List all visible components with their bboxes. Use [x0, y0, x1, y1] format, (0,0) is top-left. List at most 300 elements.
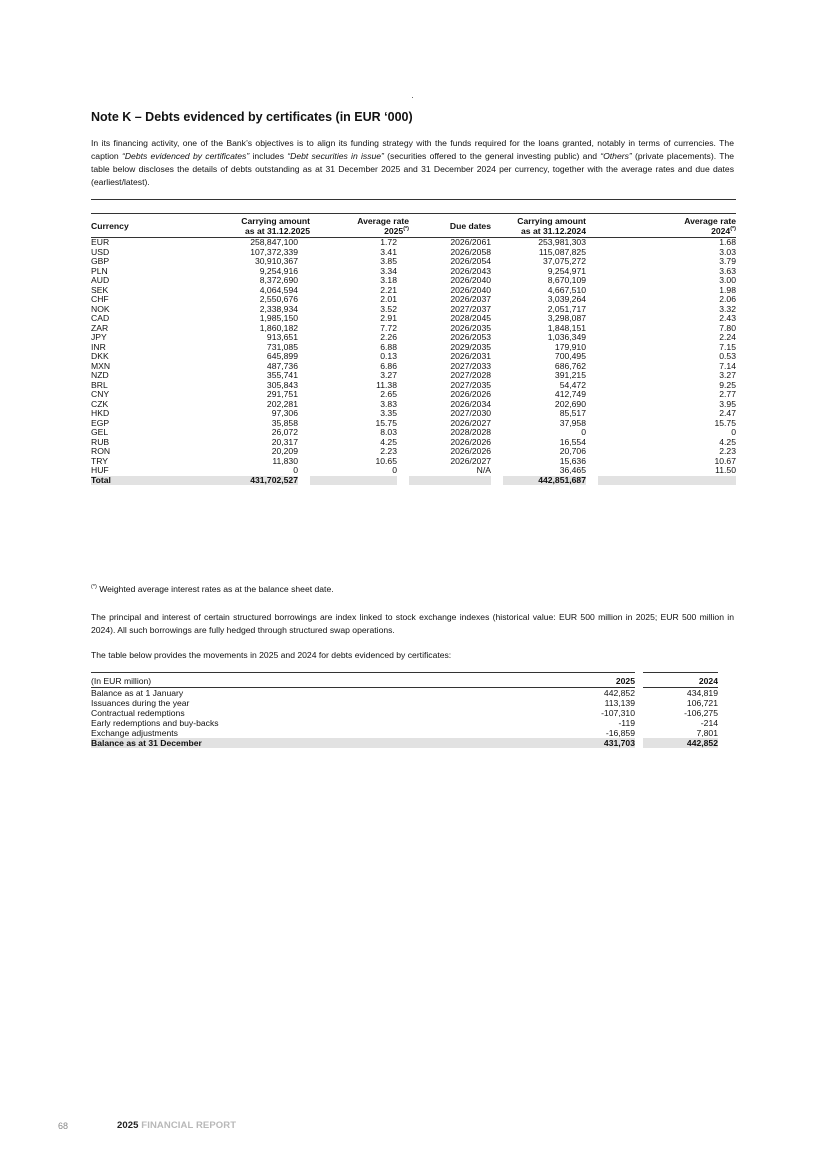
cell-gap — [586, 248, 598, 258]
cell-currency: CHF — [91, 294, 109, 304]
cell-due-dates: 2026/2026 — [450, 436, 491, 447]
cell-gap — [298, 267, 310, 277]
page-number: 68 — [58, 1121, 69, 1131]
movements-header-2024: 2024 — [643, 673, 718, 688]
cell-due-dates: 2026/2058 — [450, 246, 491, 257]
cell-currency: CAD — [91, 313, 110, 323]
cell-carrying-2025: 645,899 — [266, 351, 298, 361]
cell-gap — [586, 267, 598, 277]
cell-currency: NZD — [91, 370, 109, 380]
table-row — [91, 248, 736, 258]
table-row — [91, 343, 736, 353]
movements-total-row — [91, 738, 718, 748]
total-rate-2025 — [310, 476, 397, 486]
cell-gap — [635, 728, 643, 738]
header-carrying-2024: Carrying amount as at 31.12.2024 — [491, 214, 586, 238]
cell-gap — [586, 438, 598, 448]
cell-gap — [298, 343, 310, 353]
movement-row — [91, 728, 718, 738]
movement-2024: -106,275 — [684, 708, 718, 718]
cell-gap — [586, 381, 598, 391]
cell-gap — [298, 409, 310, 419]
cell-gap — [491, 314, 503, 324]
cell-gap — [586, 409, 598, 419]
cell-gap — [491, 267, 503, 277]
cell-due-dates: 2026/2043 — [450, 265, 491, 276]
movement-row — [91, 688, 718, 699]
total-label: Total — [91, 476, 204, 486]
movements-header-row — [91, 673, 718, 688]
cell-gap — [298, 466, 310, 476]
cell-gap — [586, 352, 598, 362]
cell-due-dates: 2026/2027 — [450, 417, 491, 428]
cell-due-dates: 2026/2026 — [450, 446, 491, 456]
cell-gap — [491, 238, 503, 248]
cell-rate-2024: 1.98 — [719, 284, 736, 295]
cell-gap — [298, 333, 310, 343]
cell-carrying-2024: 37,075,272 — [542, 256, 586, 266]
cell-gap — [586, 466, 598, 476]
total-carrying-2025: 431,702,527 — [204, 476, 298, 486]
movements-header-label: (In EUR million) — [91, 673, 560, 688]
cell-gap — [298, 276, 310, 286]
cell-gap — [491, 371, 503, 381]
cell-carrying-2025: 20,317 — [271, 436, 298, 447]
movement-row — [91, 718, 718, 728]
cell-rate-2024: 2.77 — [719, 389, 736, 399]
table-row — [91, 400, 736, 410]
cell-carrying-2025: 35,858 — [271, 417, 298, 428]
cell-gap — [635, 708, 643, 718]
report-footer: 2025 FINANCIAL REPORT — [117, 1120, 237, 1131]
cell-carrying-2024: 54,472 — [559, 379, 586, 390]
cell-carrying-2025: 20,209 — [271, 446, 298, 456]
cell-rate-2024: 2.43 — [719, 313, 736, 323]
cell-currency: GEL — [91, 427, 109, 437]
cell-rate-2025: 6.88 — [380, 341, 397, 352]
cell-rate-2025: 3.41 — [380, 246, 397, 257]
cell-currency: BRL — [91, 379, 108, 390]
cell-gap — [397, 286, 409, 296]
cell-gap — [635, 718, 643, 728]
cell-currency: PLN — [91, 265, 108, 276]
cell-gap — [586, 286, 598, 296]
cell-carrying-2024: 700,495 — [554, 351, 586, 361]
footnote: (*) Weighted average interest rates as at the balance sheet date. — [91, 584, 334, 594]
table-row — [91, 257, 736, 267]
movement-label: Exchange adjustments — [91, 728, 178, 738]
cell-rate-2024: 3.27 — [719, 370, 736, 380]
cell-rate-2024: 7.14 — [719, 360, 736, 371]
cell-gap — [586, 257, 598, 267]
table-row — [91, 447, 736, 457]
table-row — [91, 438, 736, 448]
cell-carrying-2025: 97,306 — [271, 408, 298, 418]
table-row — [91, 324, 736, 334]
cell-carrying-2025: 2,338,934 — [259, 303, 298, 314]
cell-gap — [397, 447, 409, 457]
cell-gap — [397, 438, 409, 448]
cell-gap — [491, 286, 503, 296]
cell-gap — [491, 466, 503, 476]
cell-gap — [298, 390, 310, 400]
cell-rate-2024: 0 — [731, 427, 736, 437]
cell-gap — [397, 381, 409, 391]
cell-carrying-2025: 9,254,916 — [259, 265, 298, 276]
cell-gap — [586, 314, 598, 324]
cell-carrying-2024: 0 — [581, 427, 586, 437]
cell-rate-2025: 2.91 — [380, 313, 397, 323]
cell-due-dates: 2029/2035 — [450, 341, 491, 352]
cell-due-dates: 2026/2027 — [450, 455, 491, 466]
table-row — [91, 295, 736, 305]
header-rate-2025: Average rate 2025(*) — [310, 214, 409, 238]
table-row — [91, 352, 736, 362]
cell-currency: ZAR — [91, 322, 109, 333]
page-title: Note K – Debts evidenced by certificates (in EUR ‘000) — [91, 110, 413, 124]
cell-carrying-2025: 202,281 — [266, 398, 298, 409]
table-header-row — [91, 214, 736, 238]
cell-rate-2025: 11.38 — [376, 379, 397, 390]
cell-gap — [397, 371, 409, 381]
movements-total-label: Balance as at 31 December — [91, 738, 560, 748]
cell-gap — [491, 248, 503, 258]
cell-gap — [491, 409, 503, 419]
cell-rate-2025: 1.72 — [380, 237, 397, 247]
cell-gap — [586, 476, 598, 486]
cell-gap — [397, 362, 409, 372]
header-carrying-2025: Carrying amount as at 31.12.2025 — [204, 214, 310, 238]
cell-currency: TRY — [91, 455, 109, 466]
cell-rate-2025: 3.52 — [380, 303, 397, 314]
header-currency: Currency — [91, 214, 204, 238]
cell-gap — [491, 343, 503, 353]
cell-currency: RON — [91, 446, 111, 456]
cell-gap — [397, 428, 409, 438]
cell-carrying-2024: 1,848,151 — [547, 322, 586, 333]
cell-gap — [298, 324, 310, 334]
table-row — [91, 371, 736, 381]
table-row — [91, 466, 736, 476]
cell-rate-2025: 3.18 — [380, 275, 397, 285]
cell-rate-2025: 6.86 — [380, 360, 397, 371]
cell-rate-2025: 10.65 — [375, 455, 397, 466]
cell-gap — [586, 447, 598, 457]
cell-gap — [586, 333, 598, 343]
cell-gap — [491, 333, 503, 343]
cell-gap — [491, 428, 503, 438]
cell-gap — [491, 305, 503, 315]
movements-total-2025: 431,703 — [560, 738, 635, 748]
cell-gap — [298, 352, 310, 362]
movement-2024: 7,801 — [696, 728, 718, 738]
cell-gap — [586, 390, 598, 400]
cell-rate-2024: 3.63 — [719, 265, 736, 276]
cell-currency: EGP — [91, 417, 110, 428]
cell-gap — [491, 295, 503, 305]
cell-gap — [298, 419, 310, 429]
movement-2025: 442,852 — [603, 688, 635, 698]
movement-label: Contractual redemptions — [91, 708, 185, 718]
cell-gap — [491, 324, 503, 334]
cell-gap — [397, 333, 409, 343]
table-row — [91, 238, 736, 248]
cell-carrying-2024: 85,517 — [559, 408, 586, 418]
header-due-dates: Due dates — [409, 214, 491, 238]
movements-total-2024: 442,852 — [643, 738, 718, 748]
cell-carrying-2024: 115,087,825 — [538, 246, 586, 257]
total-rate-2024 — [598, 476, 736, 486]
cell-gap — [397, 305, 409, 315]
cell-carrying-2025: 291,751 — [266, 389, 298, 399]
table-row — [91, 333, 736, 343]
cell-currency: NOK — [91, 303, 110, 314]
cell-currency: EUR — [91, 237, 110, 247]
cell-rate-2024: 4.25 — [719, 436, 736, 447]
cell-gap — [298, 257, 310, 267]
table-row — [91, 390, 736, 400]
cell-rate-2024: 3.32 — [719, 303, 736, 314]
cell-gap — [586, 428, 598, 438]
movement-row — [91, 698, 718, 708]
cell-due-dates: 2027/2037 — [450, 303, 491, 314]
cell-gap — [586, 371, 598, 381]
cell-rate-2024: 2.47 — [719, 408, 736, 418]
cell-carrying-2025: 305,843 — [266, 379, 298, 390]
cell-rate-2024: 3.03 — [719, 246, 736, 257]
cell-gap — [491, 400, 503, 410]
movement-2025: -16,859 — [605, 728, 635, 738]
cell-gap — [397, 400, 409, 410]
cell-rate-2024: 11.50 — [715, 465, 736, 475]
table-row — [91, 305, 736, 315]
cell-carrying-2024: 686,762 — [554, 360, 586, 371]
cell-currency: DKK — [91, 351, 109, 361]
movement-row — [91, 708, 718, 718]
cell-rate-2024: 15.75 — [714, 417, 736, 428]
cell-rate-2025: 4.25 — [380, 436, 397, 447]
cell-rate-2024: 9.25 — [719, 379, 736, 390]
movements-table — [91, 672, 718, 748]
cell-gap — [298, 381, 310, 391]
cell-gap — [298, 371, 310, 381]
cell-rate-2025: 3.83 — [380, 398, 397, 409]
cell-gap — [298, 476, 310, 486]
cell-carrying-2024: 36,465 — [559, 465, 586, 475]
movement-2025: 113,139 — [604, 698, 635, 708]
cell-gap — [491, 257, 503, 267]
cell-gap — [586, 295, 598, 305]
movement-2024: 106,721 — [686, 698, 718, 708]
cell-rate-2025: 3.85 — [380, 256, 397, 266]
cell-rate-2024: 2.24 — [719, 332, 736, 342]
movement-label: Balance as at 1 January — [91, 688, 184, 698]
cell-gap — [298, 314, 310, 324]
total-row — [91, 476, 736, 486]
cell-carrying-2024: 2,051,717 — [547, 303, 586, 314]
cell-due-dates: 2026/2040 — [450, 284, 491, 295]
cell-carrying-2024: 179,910 — [554, 341, 586, 352]
cell-gap — [586, 238, 598, 248]
movement-2024: 434,819 — [686, 688, 718, 698]
cell-due-dates: 2027/2033 — [450, 360, 491, 371]
cell-gap — [397, 314, 409, 324]
cell-rate-2025: 7.72 — [380, 322, 397, 333]
cell-rate-2025: 15.75 — [375, 417, 397, 428]
cell-rate-2025: 3.34 — [380, 265, 397, 276]
cell-due-dates: 2026/2034 — [450, 398, 491, 409]
table-row — [91, 428, 736, 438]
cell-currency: GBP — [91, 256, 110, 266]
cell-carrying-2025: 11,830 — [272, 455, 298, 466]
cell-currency: AUD — [91, 275, 110, 285]
cell-gap — [298, 447, 310, 457]
cell-carrying-2024: 4,667,510 — [547, 284, 586, 295]
cell-currency: CZK — [91, 398, 109, 409]
movement-2025: -107,310 — [601, 708, 635, 718]
cell-rate-2025: 2.23 — [380, 446, 397, 456]
cell-gap — [635, 738, 643, 748]
cell-rate-2024: 10.67 — [714, 455, 736, 466]
cell-gap — [298, 438, 310, 448]
table-row — [91, 457, 736, 467]
cell-gap — [491, 457, 503, 467]
cell-gap — [491, 438, 503, 448]
intro-paragraph: In its financing activity, one of the Bank’s objectives is to align its funding strategy with the funds required for the loans granted, notably in terms of currencies. The caption “Debts evidenced by certificates” includes “Debt securities in issue” (securities offered to the general investing public) and “Others” (private placements). The table below discloses the details of debts outstanding as at 31 December 2025 and 31 December 2024 per currency, together with the average rates and due dates (earliest/latest). — [91, 138, 735, 187]
cell-due-dates: 2026/2054 — [450, 256, 491, 266]
decorative-dot — [412, 97, 413, 98]
cell-gap — [298, 362, 310, 372]
cell-gap — [491, 381, 503, 391]
cell-rate-2025: 0 — [392, 465, 397, 475]
cell-gap — [586, 419, 598, 429]
cell-gap — [397, 390, 409, 400]
cell-gap — [586, 457, 598, 467]
cell-carrying-2024: 412,749 — [554, 389, 586, 399]
cell-carrying-2025: 1,985,150 — [259, 313, 298, 323]
cell-gap — [491, 352, 503, 362]
cell-carrying-2025: 913,651 — [266, 332, 298, 342]
cell-carrying-2024: 3,298,087 — [547, 313, 586, 323]
cell-gap — [491, 276, 503, 286]
cell-gap — [586, 305, 598, 315]
total-carrying-2024: 442,851,687 — [503, 476, 586, 486]
cell-rate-2024: 2.06 — [719, 294, 736, 304]
cell-gap — [298, 238, 310, 248]
cell-carrying-2025: 8,372,690 — [259, 275, 298, 285]
cell-rate-2025: 3.27 — [380, 370, 397, 380]
cell-gap — [491, 476, 503, 486]
cell-carrying-2025: 487,736 — [266, 360, 298, 371]
cell-gap — [397, 457, 409, 467]
cell-gap — [586, 343, 598, 353]
cell-due-dates: 2028/2028 — [450, 427, 491, 437]
cell-gap — [397, 238, 409, 248]
cell-carrying-2025: 26,072 — [271, 427, 298, 437]
cell-rate-2025: 2.01 — [380, 294, 397, 304]
cell-rate-2025: 8.03 — [380, 427, 397, 437]
cell-gap — [586, 324, 598, 334]
movement-2024: -214 — [700, 718, 718, 728]
cell-gap — [298, 286, 310, 296]
cell-gap — [491, 390, 503, 400]
cell-rate-2024: 2.23 — [719, 446, 736, 456]
table-row — [91, 419, 736, 429]
cell-carrying-2024: 391,215 — [554, 370, 586, 380]
cell-gap — [397, 276, 409, 286]
cell-due-dates: 2027/2030 — [450, 408, 491, 418]
cell-gap — [397, 352, 409, 362]
cell-carrying-2024: 8,670,109 — [547, 275, 586, 285]
cell-due-dates: 2026/2053 — [450, 332, 491, 342]
table-row — [91, 381, 736, 391]
cell-due-dates: 2026/2040 — [450, 275, 491, 285]
cell-due-dates: 2026/2061 — [450, 237, 491, 247]
cell-carrying-2024: 3,039,264 — [547, 294, 586, 304]
cell-gap — [397, 248, 409, 258]
cell-rate-2024: 7.15 — [719, 341, 736, 352]
cell-gap — [491, 419, 503, 429]
debts-by-currency-table — [91, 199, 736, 485]
cell-rate-2024: 3.00 — [719, 275, 736, 285]
cell-carrying-2025: 107,372,339 — [250, 246, 298, 257]
cell-due-dates: 2026/2035 — [450, 322, 491, 333]
cell-carrying-2024: 16,554 — [559, 436, 586, 447]
cell-rate-2024: 7.80 — [719, 322, 736, 333]
cell-rate-2024: 1.68 — [719, 237, 736, 247]
table-row — [91, 276, 736, 286]
cell-gap — [298, 305, 310, 315]
cell-currency: HKD — [91, 408, 110, 418]
cell-rate-2024: 3.79 — [719, 256, 736, 266]
cell-carrying-2025: 258,847,100 — [250, 237, 298, 247]
cell-currency: HUF — [91, 465, 109, 475]
cell-carrying-2025: 1,860,182 — [259, 322, 298, 333]
cell-rate-2025: 0.13 — [380, 351, 397, 361]
cell-gap — [298, 248, 310, 258]
table-row — [91, 267, 736, 277]
cell-carrying-2025: 4,064,594 — [259, 284, 298, 295]
cell-gap — [298, 428, 310, 438]
cell-currency: USD — [91, 246, 110, 257]
cell-carrying-2024: 253,981,303 — [538, 237, 586, 247]
cell-due-dates: 2027/2035 — [450, 379, 491, 390]
cell-gap — [397, 267, 409, 277]
cell-gap — [491, 362, 503, 372]
cell-gap — [586, 400, 598, 410]
cell-gap — [397, 257, 409, 267]
cell-gap — [397, 476, 409, 486]
cell-rate-2025: 2.21 — [380, 284, 397, 295]
cell-due-dates: 2026/2026 — [450, 389, 491, 399]
cell-gap — [397, 295, 409, 305]
cell-due-dates: N/A — [476, 465, 491, 475]
movement-label: Early redemptions and buy-backs — [91, 718, 219, 728]
movement-label: Issuances during the year — [91, 698, 190, 708]
cell-currency: CNY — [91, 389, 110, 399]
cell-carrying-2024: 9,254,971 — [547, 265, 586, 276]
movement-2025: -119 — [618, 718, 635, 728]
cell-currency: INR — [91, 341, 106, 352]
cell-gap — [397, 419, 409, 429]
cell-due-dates: 2027/2028 — [450, 370, 491, 380]
cell-carrying-2024: 37,958 — [559, 417, 586, 428]
cell-gap — [635, 688, 643, 699]
movements-intro-paragraph: The table below provides the movements in 2025 and 2024 for debts evidenced by certificates: — [91, 650, 452, 660]
cell-gap — [397, 324, 409, 334]
cell-gap — [298, 457, 310, 467]
cell-gap — [635, 698, 643, 708]
